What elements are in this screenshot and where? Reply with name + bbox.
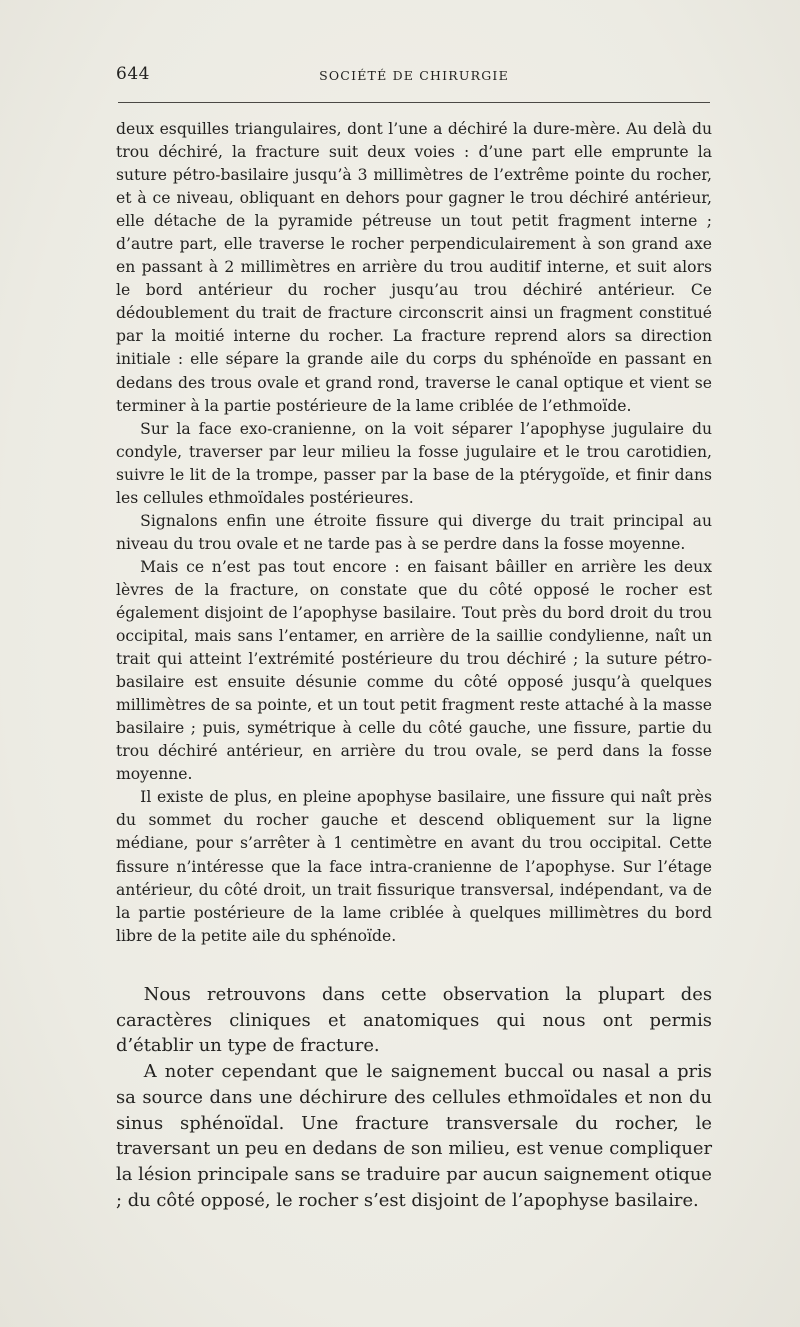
header-rule bbox=[118, 102, 710, 103]
paragraph: Il existe de plus, en pleine apophyse basilaire, une fissure qui naît près du sommet du rocher gauche et descend obliquement sur la ligne médiane, pour s’arrêter à 1 centimètre en avant du trou occipital. Cette fissure n’intéresse que la face intra-cranienne de l’apophyse. Sur l’étage antérieur, du côté droit, un trait fissurique transversal, indépendant, va de la partie postérieure de la lame criblée à quelques millimètres du bord libre de la petite aile du sphénoïde. bbox=[116, 788, 712, 945]
paragraph: Signalons enfin une étroite fissure qui diverge du trait principal au niveau du trou ovale et ne tarde pas à se perdre dans la fosse moyenne. bbox=[116, 511, 712, 553]
paragraph: Mais ce n’est pas tout encore : en faisant bâiller en arrière les deux lèvres de la fracture, on constate que du côté opposé le rocher est également disjoint de l’apophyse basilaire. Tout près du bord droit du trou occipital, mais sans l’entamer, en arrière de la saillie condylienne, naît un trait qui atteint l’extrémité postérieure du trou déchiré ; la suture pétro-basilaire est ensuite désunie comme du côté opposé jusqu’à quelques millimètres de sa pointe, et un tout petit fragment reste attaché à la masse basilaire ; puis, symétrique à celle du côté gauche, une fissure, partie du trou déchiré antérieur, en arrière du trou ovale, se perd dans la fosse moyenne. bbox=[116, 557, 712, 784]
page-number: 644 bbox=[116, 64, 150, 84]
paragraph: A noter cependant que le saignement buccal ou nasal a pris sa source dans une déchirure des cellules ethmoïdales et non du sinus sphénoïdal. Une fracture transversale du rocher, le traversant un peu en dedans de son milieu, est venue compliquer la lésion principale sans se traduire par aucun saignement otique ; du côté opposé, le rocher s’est disjoint de l’apophyse basilaire. bbox=[116, 1061, 712, 1211]
paragraph: Nous retrouvons dans cette observation la plupart des caractères cliniques et anatomiques qui nous ont permis d’établir un type de fracture. bbox=[116, 984, 712, 1057]
paragraph: deux esquilles triangulaires, dont l’une a déchiré la dure-mère. Au delà du trou déchiré, la fracture suit deux voies : d’une part elle emprunte la suture pétro-basilaire jusqu’à 3 millimètres de l’extrême pointe du rocher, et à ce niveau, obliquant en dehors pour gagner le trou déchiré antérieur, elle détache de la pyramide pétreuse un tout petit fragment interne ; d’autre part, elle traverse le rocher perpendiculairement à son grand axe en passant à 2 millimètres en arrière du trou auditif interne, et suit alors le bord antérieur du rocher jusqu’au trou déchiré antérieur. Ce dédoublement du trait de fracture circonscrit ainsi un fragment constitué par la moitié interne du rocher. La fracture reprend alors sa direction initiale : elle sépare la grande aile du corps du sphénoïde en passant en dedans des trous ovale et grand rond, traverse le canal optique et vient se terminer à la partie postérieure de la lame criblée de l’ethmoïde. bbox=[116, 120, 712, 415]
page-header bbox=[116, 64, 712, 88]
paragraph: Sur la face exo-cranienne, on la voit séparer l’apophyse jugulaire du condyle, traverser par leur milieu la fosse jugulaire et le trou carotidien, suivre le lit de la trompe, passer par la base de la ptérygoïde, et finir dans les cellules ethmoïdales postérieures. bbox=[116, 419, 712, 507]
observation-text bbox=[116, 118, 712, 948]
running-head: SOCIÉTÉ DE CHIRURGIE bbox=[319, 68, 509, 83]
discussion-text bbox=[116, 982, 712, 1213]
